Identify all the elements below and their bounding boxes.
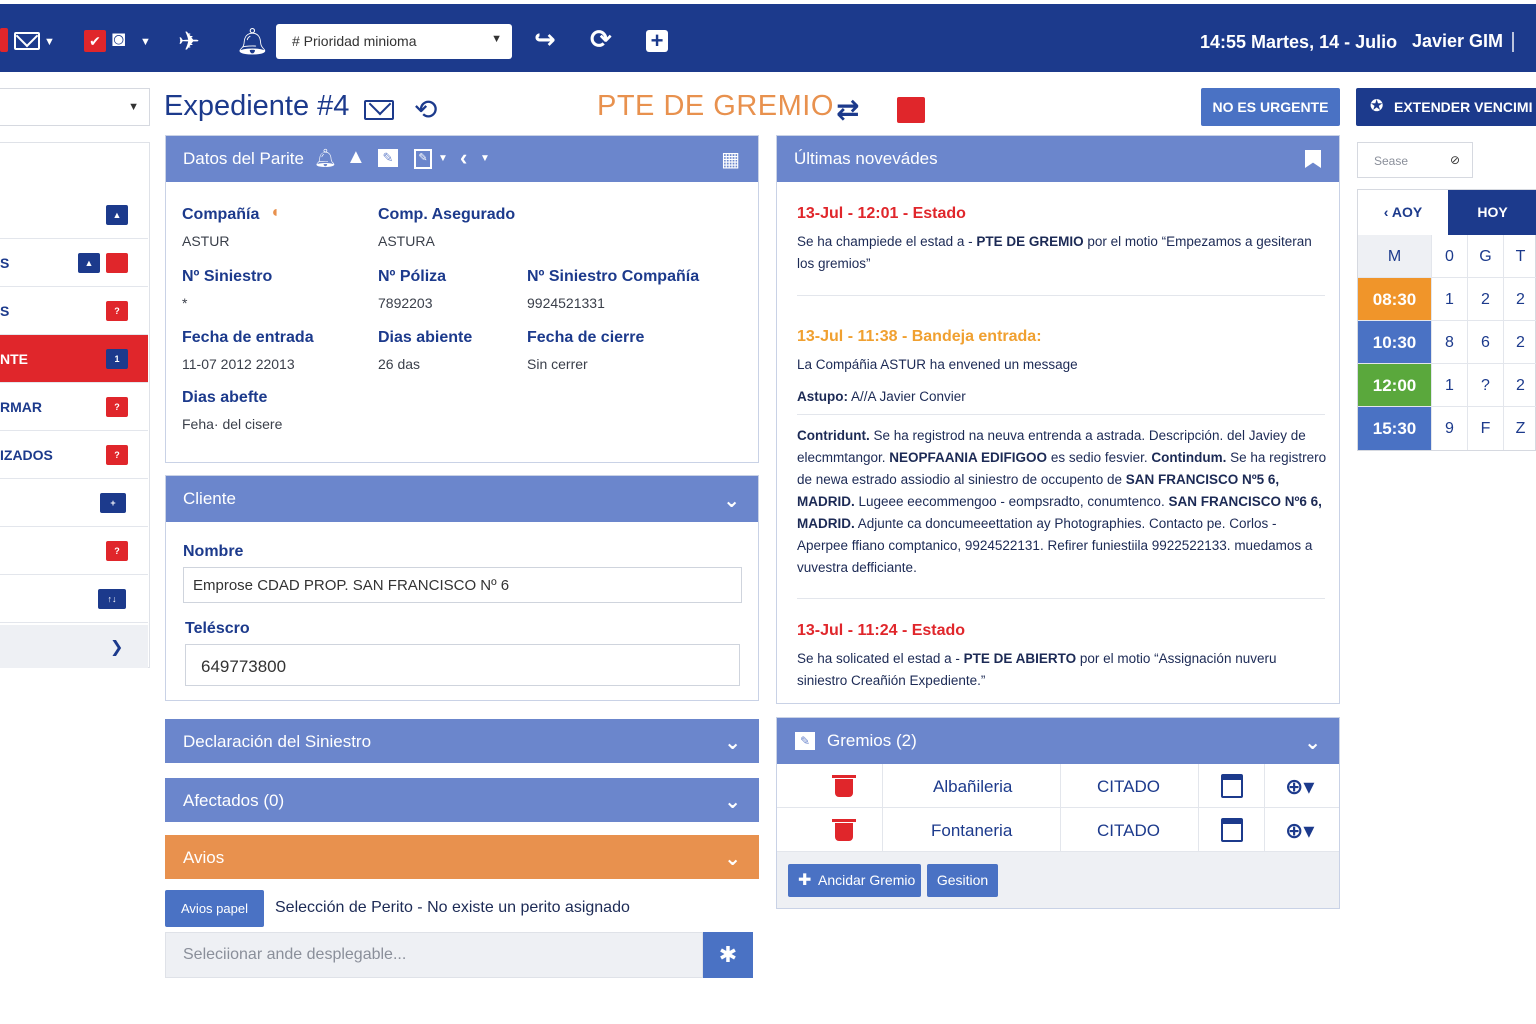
calendar-header-cell: 0: [1432, 235, 1468, 278]
declaracion-section[interactable]: [165, 719, 759, 763]
add-icon[interactable]: +: [646, 30, 668, 52]
mail-icon[interactable]: [14, 32, 40, 50]
check-icon[interactable]: ✔: [84, 30, 106, 52]
siniestro-value: *: [182, 295, 188, 311]
news-subject: Astupo: A//A Javier Convier: [797, 389, 966, 404]
chevron-down-icon[interactable]: ▼: [44, 36, 55, 48]
sidebar-item-label: S: [0, 303, 10, 319]
poliza-label: Nº Póliza: [378, 268, 447, 285]
sidebar-select[interactable]: [0, 88, 150, 126]
chevron-down-icon[interactable]: ⌄: [724, 791, 741, 813]
count-badge: ?: [106, 541, 128, 561]
telefono-field[interactable]: 649773800: [185, 644, 740, 686]
parte-panel: [165, 135, 759, 463]
chevron-down-icon[interactable]: ⌄: [724, 848, 741, 870]
gremio-name: Albañileria: [933, 777, 1013, 796]
avisos-papel-button[interactable]: Avios papel: [165, 890, 264, 927]
chevron-down-icon: ▼: [491, 33, 502, 45]
delete-cell: [777, 764, 883, 808]
gremio-status: CITADO: [1097, 821, 1160, 840]
count-badge: ?: [106, 445, 128, 465]
swap-icon[interactable]: ⇄: [836, 94, 860, 125]
section-title: Afectados (0): [183, 791, 285, 810]
calendar-icon[interactable]: [1221, 818, 1243, 842]
trash-icon[interactable]: [835, 779, 853, 797]
datetime-display: 14:55 Martes, 14 - Julio: [1200, 32, 1398, 52]
compania-label: Compañía: [182, 206, 260, 223]
edit-icon[interactable]: ✎: [378, 149, 398, 167]
count-badge: ▲: [78, 253, 100, 273]
chevron-down-icon: ▼: [128, 101, 139, 113]
divider: [1512, 32, 1514, 52]
refresh-icon[interactable]: ⟳: [590, 24, 612, 54]
calendar-prev-label: AOY: [1391, 204, 1423, 220]
plus-icon: ✚: [798, 872, 812, 889]
compania-value: ASTUR: [182, 233, 230, 249]
calendar-cell[interactable]: ?: [1468, 364, 1504, 407]
chevron-down-icon[interactable]: ⌄: [723, 490, 740, 512]
calendar-cell[interactable]: 2: [1504, 321, 1536, 364]
nombre-label: Nombre: [183, 543, 244, 560]
count-badge: ▲: [106, 205, 128, 225]
alert-badge: [106, 253, 128, 273]
gremio-name: Fontaneria: [931, 821, 1013, 840]
chevron-down-icon: ❯: [110, 639, 124, 656]
chevron-left-icon: ‹: [1383, 204, 1392, 220]
parte-panel-header: [166, 136, 758, 182]
calendar-cell[interactable]: Z: [1515, 420, 1526, 437]
folder-icon[interactable]: [897, 97, 925, 123]
priority-select[interactable]: [276, 24, 512, 59]
bookmark-icon[interactable]: [1305, 150, 1321, 168]
forward-icon[interactable]: ↪: [534, 24, 556, 54]
telefono-label: Teléscro: [185, 620, 250, 637]
calendar-cell[interactable]: 2: [1468, 278, 1504, 321]
grid-icon[interactable]: ▦: [721, 149, 740, 171]
time-slot[interactable]: 10:30: [1358, 321, 1432, 364]
divider: [797, 295, 1325, 296]
calendar-cell[interactable]: 1: [1432, 278, 1468, 321]
count-badge: +: [100, 493, 126, 513]
panel-title: Datos del Parite: [183, 149, 304, 168]
sidebar-item[interactable]: [0, 575, 148, 623]
calendar-cell[interactable]: 2: [1504, 278, 1536, 321]
calendar-cell[interactable]: 8: [1432, 321, 1468, 364]
count-badge: ?: [106, 397, 128, 417]
alarm-icon[interactable]: ▲: [346, 146, 366, 168]
sidebar-item[interactable]: [0, 431, 148, 479]
calendar-header-cell: M: [1358, 235, 1432, 278]
sidebar-item[interactable]: [0, 191, 148, 239]
gestion-button[interactable]: Gesition: [927, 864, 998, 897]
dias-abierto-value: 26 das: [378, 356, 421, 372]
calendar-cell[interactable]: 9: [1432, 407, 1468, 450]
gremio-row: [777, 764, 1339, 808]
gremio-name-cell: [883, 764, 1061, 808]
sidebar-item[interactable]: [0, 239, 148, 287]
puzzle-icon[interactable]: ✱: [703, 932, 753, 978]
calendar-icon[interactable]: [1221, 774, 1243, 798]
news-entry: [797, 328, 1327, 408]
divider: [797, 598, 1325, 599]
comp-asegurado-value: ASTURA: [378, 233, 435, 249]
calendar-cell: [1199, 764, 1265, 808]
gremio-name-cell: [883, 808, 1061, 852]
zoom-cell: [1265, 764, 1339, 808]
panel-title: Últimas novevádes: [794, 149, 938, 168]
priority-select-value: # Prioridad minioma: [292, 33, 417, 49]
cliente-panel-header[interactable]: [166, 476, 758, 522]
search-placeholder: Sease: [1374, 154, 1409, 168]
fecha-entrada-label: Fecha de entrada: [182, 329, 314, 346]
chevron-down-icon[interactable]: ⌄: [724, 732, 741, 754]
sidebar-item[interactable]: [0, 287, 148, 335]
siniestro-compania-label: Nº Siniestro Compañía: [527, 268, 700, 285]
time-slot[interactable]: 12:00: [1358, 364, 1432, 407]
zoom-in-icon[interactable]: ⊕▾: [1285, 774, 1315, 799]
wrench-icon: ✎: [795, 732, 815, 750]
mini-calendar: [1357, 189, 1536, 451]
calendar-cell: [1199, 808, 1265, 852]
calendar-today-button[interactable]: HOY: [1448, 190, 1536, 235]
afectados-section[interactable]: [165, 778, 759, 822]
bell-icon[interactable]: 🔔︎: [314, 148, 337, 168]
section-title: Declaración del Siniestro: [183, 732, 372, 751]
calendar-header-cell: G: [1468, 235, 1504, 278]
sidebar-item[interactable]: [0, 479, 148, 527]
calendar-cell[interactable]: 1: [1432, 364, 1468, 407]
time-slot[interactable]: 08:30: [1358, 278, 1432, 321]
avisos-section[interactable]: [165, 835, 759, 879]
sidebar-item[interactable]: [0, 527, 148, 575]
count-badge: ↑↓: [98, 589, 126, 609]
siniestro-compania-value: 9924521331: [527, 295, 605, 311]
megaphone-icon: ◖: [270, 204, 280, 221]
divider: [797, 414, 1325, 415]
calendar-cell[interactable]: 2: [1504, 364, 1536, 407]
perito-dropdown[interactable]: Seleciionar ande desplegable...: [165, 932, 703, 978]
not-urgent-button[interactable]: NO ES URGENTE: [1201, 88, 1340, 126]
panel-title: Cliente: [183, 489, 236, 508]
news-body: Contridunt. Se ha registrod na neuva entrenda a astrada. Descripción. del Javiey de elecmmtangor. NEOPFAANIA EDIFIGOO es sedio fesvier. Contindum. Se ha registrero de newa estrado assiodio al siniestro de occupento de SAN FRANCISCO Nº5 6, MADRID. Lugeee eecommengoo - eompsradto, conumtenco. SAN FRANCISCO Nº6 6, MADRID. Adjunte ca doncumeeettation ay Photographies. Contacto pe. Corlos - Aperpee ffiano comptanico, 9924522131. Refirer funiestiila 9922522133. muedamos a vuvestra defficiante.: [797, 428, 1327, 575]
chevron-down-icon[interactable]: ⌄: [1304, 732, 1321, 754]
calendar-search-input[interactable]: [1357, 142, 1473, 178]
dias-abierto-label: Dias abiente: [378, 329, 473, 346]
news-entry: [797, 205, 1327, 275]
add-gremio-label: Ancidar Gremio: [818, 872, 916, 888]
zoom-in-icon[interactable]: ⊕▾: [1285, 818, 1315, 843]
inbox-icon[interactable]: ◙: [112, 26, 126, 51]
sidebar-item-label: RMAR: [0, 399, 42, 415]
gremios-panel-header[interactable]: [777, 718, 1339, 764]
poliza-value: 7892203: [378, 295, 433, 311]
siniestro-label: Nº Siniestro: [182, 268, 273, 285]
news-body: Se ha champiede el estad a - PTE DE GREMIO por el motio “Empezamos a gesiteran los gremios”: [797, 234, 1312, 271]
news-date: 13-Jul - 12:01 - Estado: [797, 205, 966, 222]
dias-abierto-2-value: Feha· del cisere: [182, 416, 283, 432]
cliente-panel: [165, 475, 759, 701]
extend-deadline-button[interactable]: [1356, 88, 1536, 126]
calendar-prev-button[interactable]: [1358, 190, 1448, 235]
gremio-status: CITADO: [1097, 777, 1160, 796]
count-badge: 1: [106, 349, 128, 369]
news-date: 13-Jul - 11:38 - Bandeja entrada:: [797, 328, 1042, 345]
sync-icon[interactable]: ⟲: [414, 94, 438, 125]
gremio-status-cell: [1061, 808, 1199, 852]
news-entry: [797, 425, 1327, 579]
back-icon[interactable]: ‹: [460, 145, 468, 170]
calendar-header-cell: T: [1504, 235, 1536, 278]
news-body: Se ha solicated el estad a - PTE DE ABIERTO por el motio “Assignación nuveru siniestro Creañión Expediente.”: [797, 651, 1277, 688]
add-gremio-button[interactable]: [788, 864, 921, 897]
sidebar-item-active[interactable]: [0, 335, 148, 383]
mail-icon[interactable]: [364, 100, 394, 120]
nombre-field[interactable]: Emprose CDAD PROP. SAN FRANCISCO Nº 6: [183, 567, 742, 603]
panel-title: Gremios (2): [827, 731, 917, 750]
perito-status: Selección de Perito - No existe un perito asignado: [275, 899, 630, 916]
sidebar-item-label: S: [0, 255, 10, 271]
top-bar: [0, 4, 1536, 72]
calendar-cell[interactable]: 6: [1468, 321, 1504, 364]
gremio-row: [777, 808, 1339, 852]
sidebar-list: [0, 142, 150, 668]
document-icon[interactable]: ✎: [414, 149, 432, 169]
sidebar-item-label: NTE: [0, 351, 28, 367]
count-badge: ?: [106, 301, 128, 321]
sidebar-item[interactable]: [0, 383, 148, 431]
send-icon[interactable]: ✈: [178, 26, 200, 56]
fecha-entrada-value: 11-07 2012 22013: [182, 356, 295, 372]
news-panel: [776, 135, 1340, 704]
trash-icon[interactable]: [835, 823, 853, 841]
page-title: Expediente #4: [164, 90, 350, 122]
section-title: Avios: [183, 848, 225, 867]
status-title: PTE DE GREMIO: [597, 90, 834, 122]
bell-icon[interactable]: 🔔︎: [236, 26, 270, 56]
news-body: La Compáñia ASTUR ha envened un message: [797, 357, 1078, 372]
chevron-down-icon[interactable]: ▼: [480, 153, 490, 164]
user-name[interactable]: Javier GIM: [1412, 31, 1504, 51]
red-indicator: [0, 28, 8, 52]
extend-deadline-label: EXTENDER VENCIMI: [1394, 99, 1533, 115]
chevron-down-icon[interactable]: ▼: [438, 153, 448, 164]
delete-cell: [777, 808, 883, 852]
zoom-cell: [1265, 808, 1339, 852]
gremio-status-cell: [1061, 764, 1199, 808]
chevron-down-icon[interactable]: ▼: [140, 36, 151, 48]
fecha-cierre-value: Sin cerrer: [527, 356, 588, 372]
news-date: 13-Jul - 11:24 - Estado: [797, 622, 966, 639]
news-entry: [797, 622, 1327, 692]
dias-abierto-2-label: Dias abefte: [182, 389, 268, 406]
calendar-cell[interactable]: F: [1468, 407, 1504, 450]
time-slot[interactable]: 15:30: [1358, 407, 1432, 450]
comp-asegurado-label: Comp. Asegurado: [378, 206, 516, 223]
tools-icon: ✪: [1370, 98, 1384, 115]
news-panel-header: [777, 136, 1339, 182]
fecha-cierre-label: Fecha de cierre: [527, 329, 645, 346]
search-icon: ⊘: [1449, 153, 1460, 167]
sidebar-expand[interactable]: [0, 625, 148, 668]
sidebar-item-label: IZADOS: [0, 447, 53, 463]
